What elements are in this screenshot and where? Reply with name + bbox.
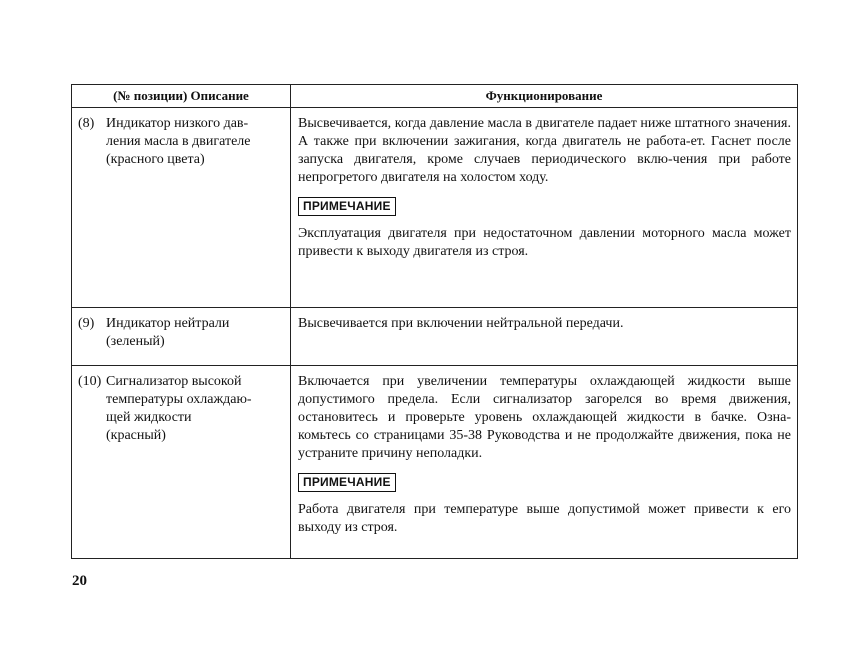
description-line: температуры охлаждаю- (106, 392, 252, 407)
header-function: Функционирование (291, 85, 798, 108)
description-cell (72, 366, 291, 559)
indicator-table (71, 84, 798, 559)
function-text: Высвечивается при включении нейтральной передачи. (298, 316, 624, 331)
function-cell (291, 108, 798, 308)
table-row (72, 108, 798, 308)
note-text: Эксплуатация двигателя при недостаточном давлении моторного масла может привести к выходу двигателя из строя. (298, 226, 791, 259)
table-row (72, 366, 798, 559)
page-number: 20 (72, 573, 87, 589)
description-line: щей жидкости (106, 410, 192, 425)
description-cell (72, 108, 291, 308)
function-cell (291, 366, 798, 559)
description-line: (зеленый) (106, 334, 165, 349)
description-line: Индикатор низкого дав- (106, 116, 249, 131)
description-cell (72, 308, 291, 366)
item-number: (10) (78, 374, 102, 389)
note-label: ПРИМЕЧАНИЕ (298, 473, 396, 492)
description-line: Индикатор нейтрали (106, 316, 230, 331)
description-line: Сигнализатор высокой (106, 374, 242, 389)
table-header-row (72, 85, 798, 108)
table-row (72, 308, 798, 366)
description-line: ления масла в двигателе (106, 134, 251, 149)
function-text: Включается при увеличении температуры охлаждающей жидкости выше допустимого предела. Если сигнализатор загорелся во время движения, остановитесь и проверьте уровень охлаждающей жидкости в бачке. Озна-комьтесь со страницами 35-38 Руководства и не продолжайте движения, пока не устраните причину неполадки. (298, 374, 791, 461)
header-description: (№ позиции) Описание (72, 85, 291, 108)
item-number: (9) (78, 316, 95, 331)
note-text: Работа двигателя при температуре выше допустимой может привести к его выходу из строя. (298, 502, 791, 535)
description-line: (красного цвета) (106, 152, 205, 167)
note-label: ПРИМЕЧАНИЕ (298, 197, 396, 216)
item-number: (8) (78, 116, 95, 131)
function-text: Высвечивается, когда давление масла в двигателе падает ниже штатного значения. А также при включении зажигания, когда двигатель не работа-ет. Гаснет после запуска двигателя, кроме случаев периодического вклю-чения при работе непрогретого двигателя на холостом ходу. (298, 116, 791, 185)
description-line: (красный) (106, 428, 166, 443)
function-cell (291, 308, 798, 366)
